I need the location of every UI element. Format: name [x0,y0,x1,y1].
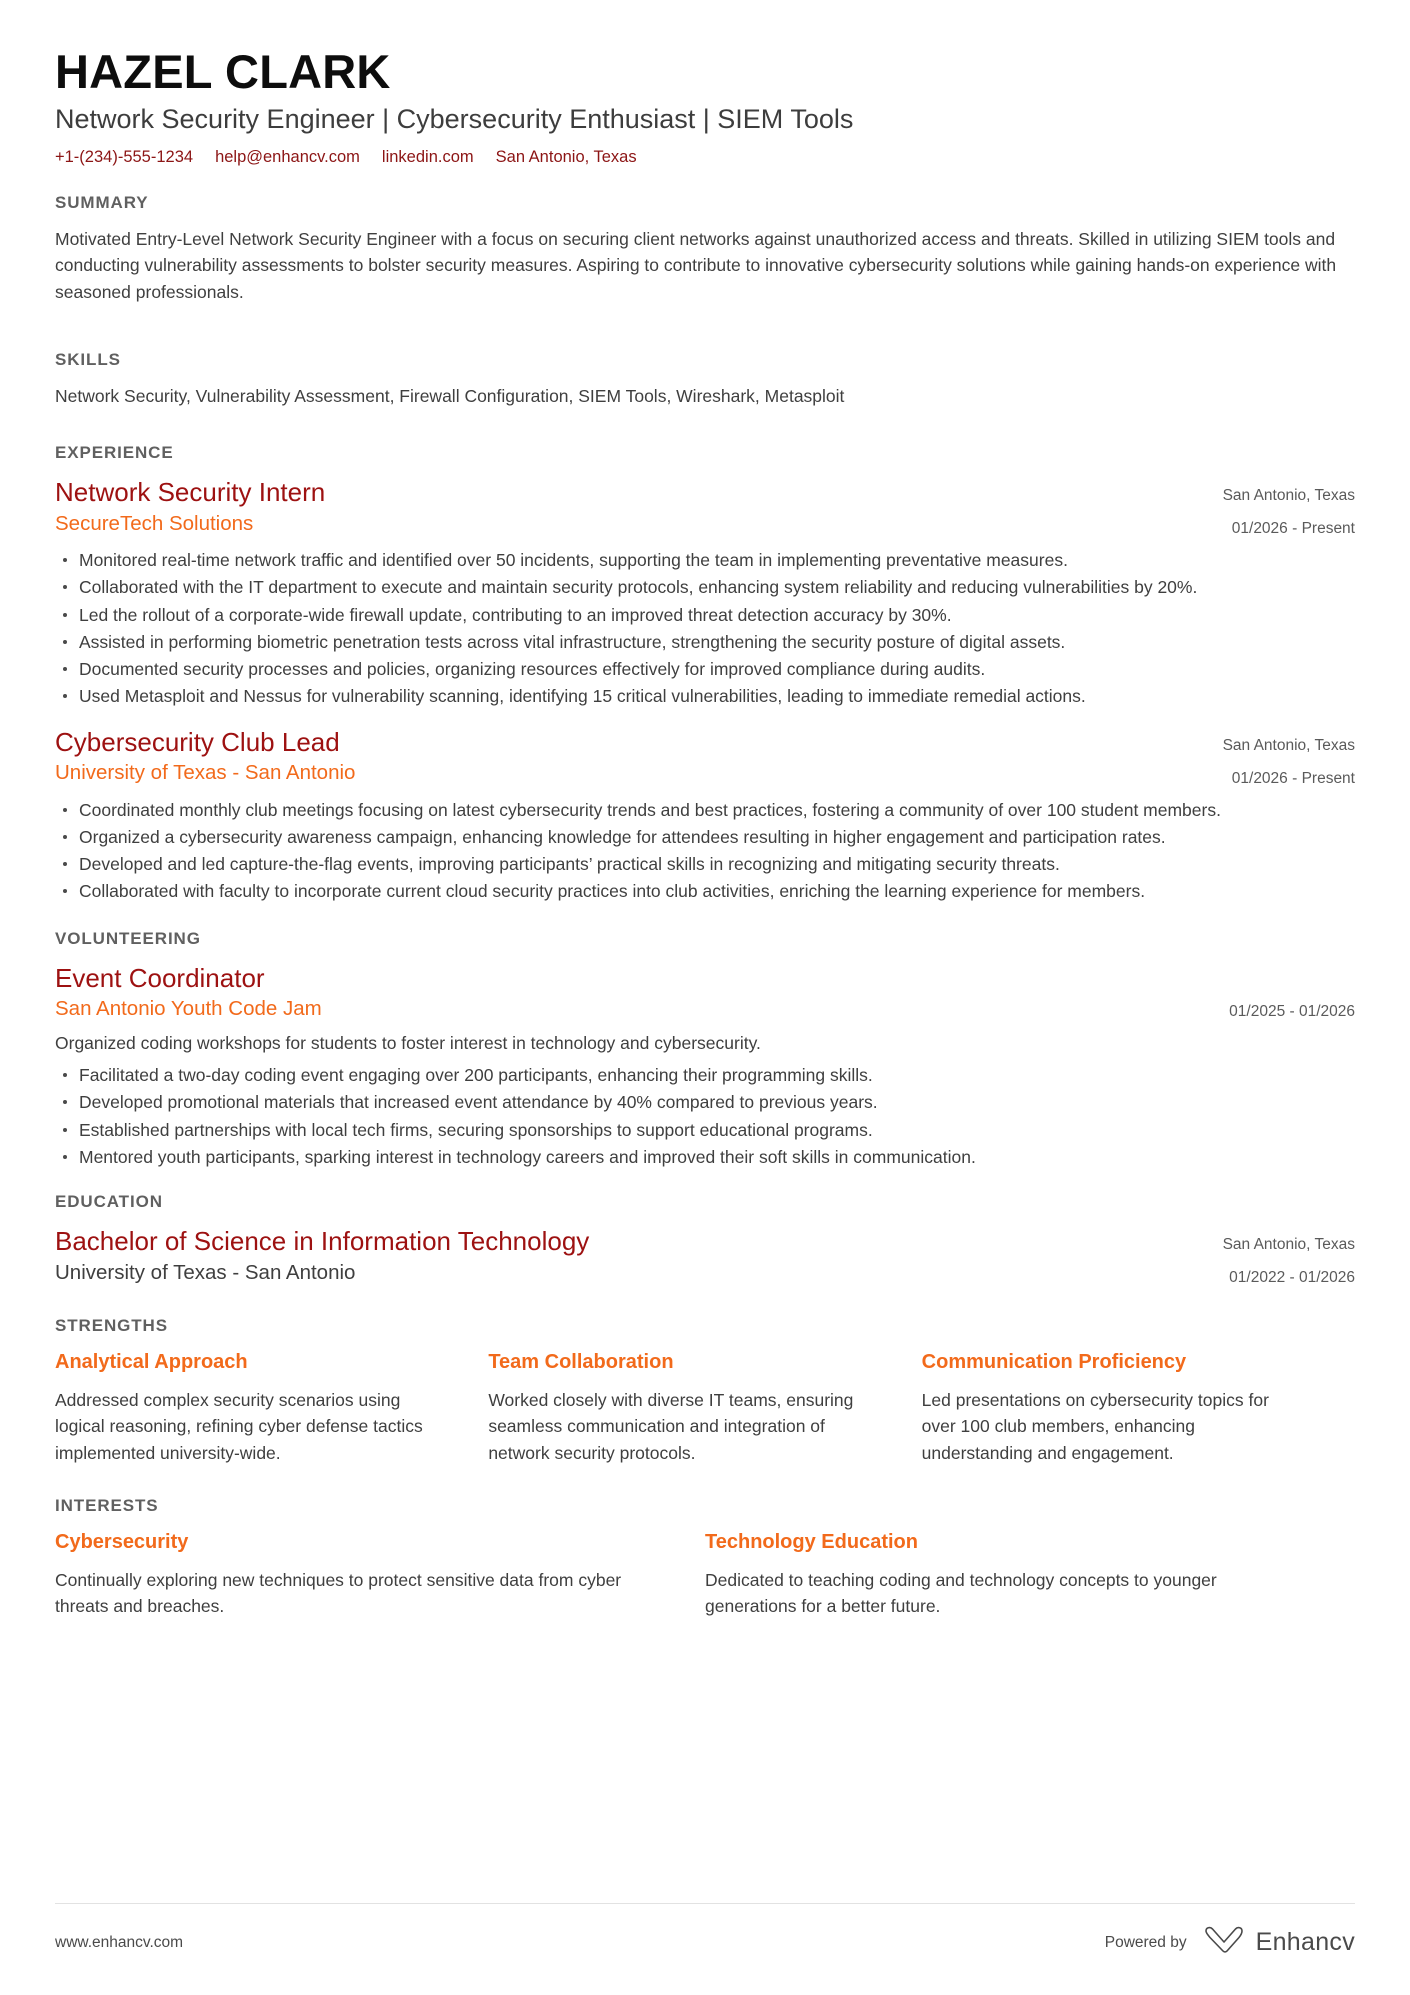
education-degree: Bachelor of Science in Information Technology [55,1226,590,1256]
section-heading-experience: EXPERIENCE [55,443,174,463]
interest-title: Technology Education [705,1530,918,1553]
education-school: University of Texas - San Antonio [55,1260,356,1284]
strength-item [55,1349,488,1466]
section-education [55,1192,1355,1290]
section-interests [55,1496,1355,1620]
contact-email[interactable]: help@enhancv.com [215,147,360,166]
experience-role: Network Security Intern [55,477,326,508]
experience-bullet-list [55,797,1355,905]
experience-dates: 01/2026 - Present [1231,520,1355,538]
volunteering-entry-meta [1211,962,1355,1024]
volunteering-description: Organized coding workshops for students to foster interest in technology and cybersecurity. [55,1032,761,1053]
education-entry [55,1225,1355,1290]
education-entry-meta [1205,1225,1355,1290]
list-item: Developed promotional materials that increased event attendance by 40% compared to previous years. [55,1089,1355,1115]
section-heading-summary: SUMMARY [55,192,149,212]
experience-role: Cybersecurity Club Lead [55,726,340,757]
strength-title: Team Collaboration [488,1351,674,1374]
education-location: San Antonio, Texas [1222,1236,1355,1253]
volunteering-role: Event Coordinator [55,962,265,993]
section-heading-interests: INTERESTS [55,1495,159,1515]
experience-entry-meta [1205,726,1355,791]
list-item: Developed and led capture-the-flag events, improving participants’ practical skills in recognizing and mitigating security threats. [55,851,1355,877]
interest-text: Continually exploring new techniques to protect sensitive data from cyber threats and breaches. [55,1569,622,1617]
contact-row [55,148,1355,167]
enhancv-brand [1203,1926,1355,1959]
education-entry-header [55,1225,1355,1290]
volunteering-entry [55,962,1355,1170]
contact-linkedin[interactable]: linkedin.com [381,147,474,166]
page-footer [55,1903,1355,1959]
list-item: Facilitated a two-day coding event engaging over 200 participants, enhancing their programming skills. [55,1062,1355,1088]
volunteering-bullet-list [55,1062,1355,1170]
skills-text: Network Security, Vulnerability Assessment, Firewall Configuration, SIEM Tools, Wireshark, Metasploit [55,385,845,406]
volunteering-dates: 01/2025 - 01/2026 [1229,1002,1355,1020]
volunteering-entry-identity [55,962,1211,1023]
section-skills [55,336,1355,410]
page-title: HAZEL CLARK [55,45,391,98]
education-dates: 01/2022 - 01/2026 [1229,1269,1355,1287]
education-entry-identity [55,1225,1205,1286]
experience-entry [55,726,1355,905]
experience-dates: 01/2026 - Present [1231,769,1355,787]
interest-item [55,1529,705,1620]
list-item: Established partnerships with local tech firms, securing sponsorships to support educational programs. [55,1117,1355,1143]
strength-title: Communication Proficiency [921,1351,1187,1374]
experience-entry-header [55,726,1355,791]
strength-text: Addressed complex security scenarios using logical reasoning, refining cyber defense tactics implemented university-wide. [55,1390,423,1463]
list-item: Led the rollout of a corporate-wide firewall update, contributing to an improved threat detection accuracy by 30%. [55,602,1355,628]
strength-title: Analytical Approach [55,1351,248,1374]
strength-item [922,1349,1355,1466]
experience-entry-identity [55,476,1205,537]
section-volunteering [55,929,1355,1170]
enhancv-logo-icon [1203,1926,1247,1959]
contact-location: San Antonio, Texas [495,147,637,166]
section-heading-skills: SKILLS [55,349,121,369]
footer-branding [1105,1926,1355,1959]
footer-website[interactable]: www.enhancv.com [55,1933,184,1951]
resume-header [55,45,1355,167]
summary-text: Motivated Entry-Level Network Security Engineer with a focus on securing client networks against unauthorized access and threats. Skilled in utilizing SIEM tools and conducting vulnerability assessments to bolster security measures. Aspiring to contribute to innovative cybersecurity solutions while gaining hands-on experience with seasoned professionals. [55,228,1337,302]
list-item: Coordinated monthly club meetings focusing on latest cybersecurity trends and best practices, fostering a community of over 100 student members. [55,797,1355,823]
strength-item [488,1349,921,1466]
interest-text: Dedicated to teaching coding and technology concepts to younger generations for a better future. [705,1569,1217,1617]
experience-entry [55,476,1355,710]
list-item: Collaborated with faculty to incorporate current cloud security practices into club activities, enriching the learning experience for members. [55,878,1355,904]
enhancv-wordmark: Enhancv [1255,1928,1355,1956]
section-heading-education: EDUCATION [55,1192,163,1211]
interests-grid [55,1529,1355,1620]
interest-title: Cybersecurity [55,1530,189,1553]
interest-item [705,1529,1355,1620]
section-heading-volunteering: VOLUNTEERING [55,928,201,948]
list-item: Organized a cybersecurity awareness campaign, enhancing knowledge for attendees resulting in higher engagement and participation rates. [55,824,1355,850]
strengths-grid [55,1349,1355,1466]
section-experience [55,443,1355,905]
experience-bullet-list [55,547,1355,710]
experience-location: San Antonio, Texas [1222,487,1355,505]
experience-entry-meta [1205,476,1355,541]
list-item: Collaborated with the IT department to execute and maintain security protocols, enhancing system reliability and reducing vulnerabilities by 20%. [55,574,1355,600]
volunteering-entry-header [55,962,1355,1024]
experience-entry-header [55,476,1355,541]
list-item: Documented security processes and policies, organizing resources effectively for improved compliance during audits. [55,656,1355,682]
volunteering-organization: San Antonio Youth Code Jam [55,997,322,1021]
experience-organization: SecureTech Solutions [55,511,254,535]
list-item: Used Metasploit and Nessus for vulnerability scanning, identifying 15 critical vulnerabilities, leading to immediate remedial actions. [55,683,1355,709]
strength-text: Worked closely with diverse IT teams, ensuring seamless communication and integration of network security protocols. [488,1390,854,1463]
list-item: Mentored youth participants, sparking interest in technology careers and improved their soft skills in communication. [55,1144,1355,1170]
contact-phone: +1-(234)-555-1234 [55,147,194,166]
section-summary [55,193,1355,306]
list-item: Assisted in performing biometric penetration tests across vital infrastructure, strengthening the security posture of digital assets. [55,629,1355,655]
section-heading-strengths: STRENGTHS [55,1316,168,1336]
experience-organization: University of Texas - San Antonio [55,761,356,785]
experience-entry-identity [55,726,1205,787]
professional-headline: Network Security Engineer | Cybersecurity Enthusiast | SIEM Tools [55,104,854,135]
powered-by-label: Powered by [1104,1933,1187,1951]
strength-text: Led presentations on cybersecurity topics for over 100 club members, enhancing understanding and engagement. [921,1390,1269,1463]
experience-location: San Antonio, Texas [1222,736,1355,754]
list-item: Monitored real-time network traffic and identified over 50 incidents, supporting the team in implementing preventative measures. [55,547,1355,573]
section-strengths [55,1316,1355,1466]
